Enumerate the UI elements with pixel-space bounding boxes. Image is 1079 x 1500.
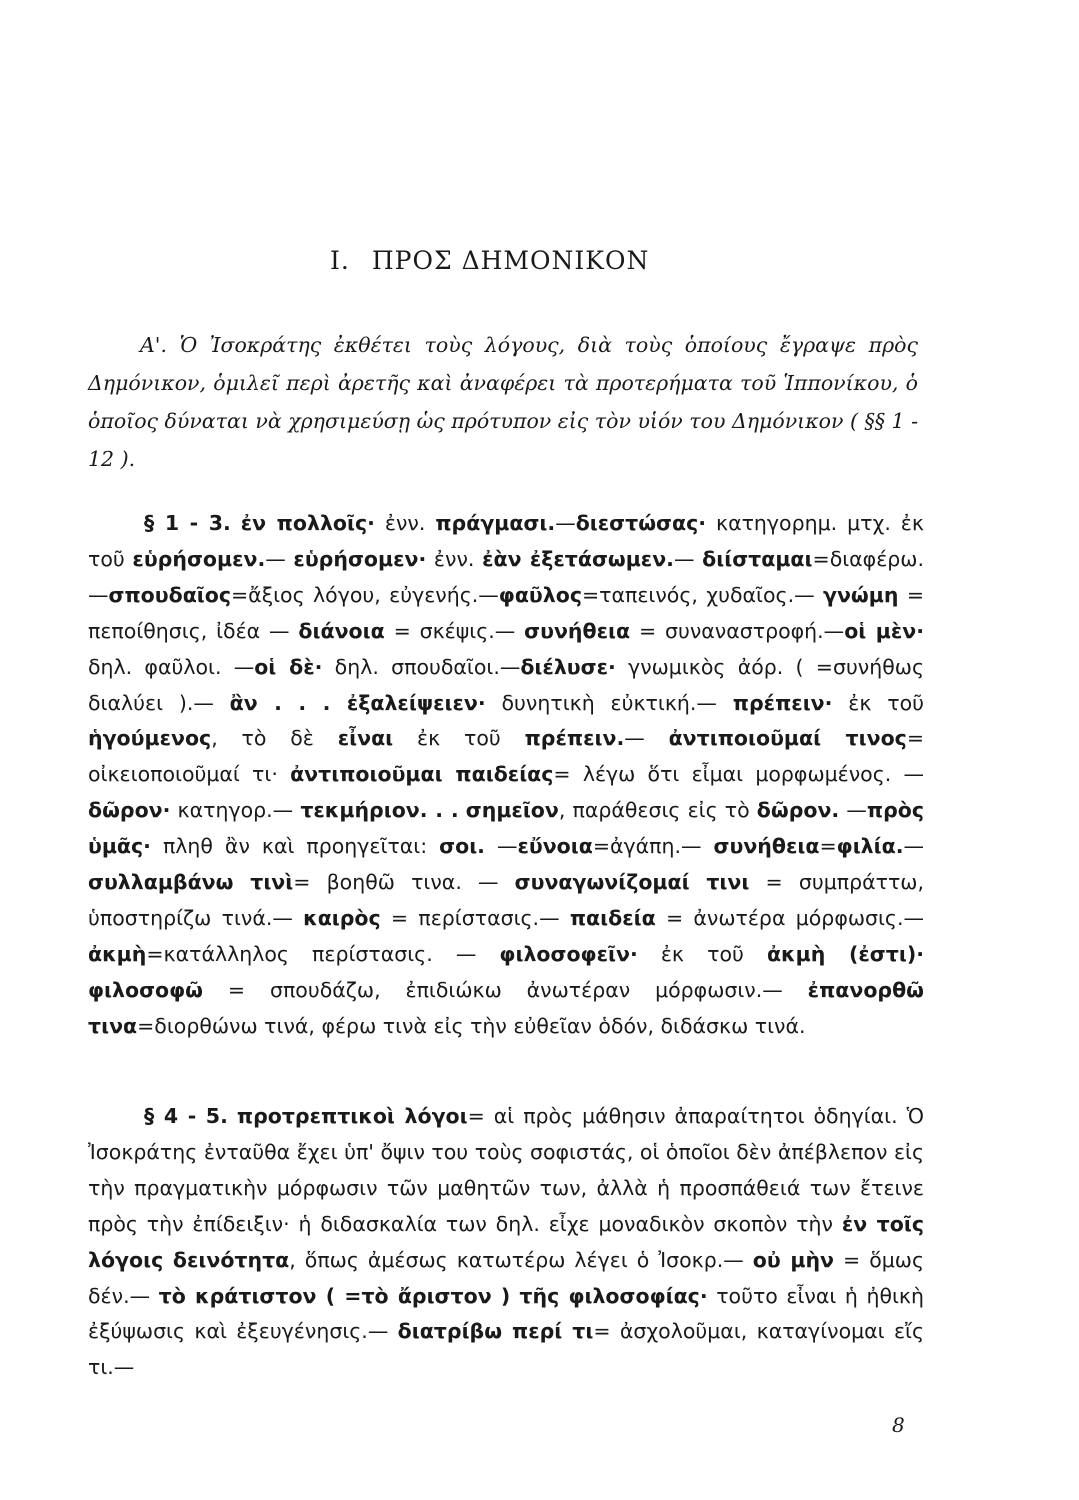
gloss-text: — bbox=[903, 834, 925, 859]
lemma-term: ἂν . . . ἐξαλείψειεν· bbox=[229, 690, 486, 715]
chapter-summary bbox=[88, 326, 918, 478]
gloss-text: = συμπράττω, ὑποστηρίζω τινά.— bbox=[88, 870, 924, 930]
gloss-text: =ταπεινός, χυδαῖος.— bbox=[581, 582, 823, 607]
gloss-text: ἐκ τοῦ bbox=[393, 726, 525, 751]
lemma-term: φιλοσοφεῖν· bbox=[499, 941, 638, 966]
gloss-text: = οἰκειοποιοῦμαί τι· bbox=[88, 726, 924, 787]
lemma-term: ἀκμὴ bbox=[88, 941, 147, 966]
gloss-text: =διαφέρω.— bbox=[88, 546, 924, 607]
gloss-text: ἐκ τοῦ bbox=[637, 941, 767, 966]
gloss-text: = συναναστροφή.— bbox=[630, 618, 845, 643]
gloss-text: = περίστασις.— bbox=[380, 905, 570, 930]
gloss-text: δυνητικὴ εὐκτική.— bbox=[485, 690, 733, 715]
gloss-text: =κατάλληλος περίστασις. — bbox=[146, 941, 500, 966]
lemma-term: δῶρον. bbox=[756, 798, 840, 823]
gloss-text: δηλ. σπουδαῖοι.— bbox=[322, 654, 521, 679]
lemma-term: γνώμη bbox=[822, 582, 899, 607]
lemma-term: πράγμασι. bbox=[435, 511, 556, 535]
page-number: 8 bbox=[892, 1413, 905, 1437]
lemma-term: εὔνοια bbox=[517, 834, 593, 859]
lemma-term: τὸ κράτιστον ( =τὸ ἄριστον ) τῆς φιλοσοφίας· bbox=[158, 1283, 708, 1308]
lemma-term: σοι. bbox=[439, 834, 485, 859]
lemma-term: ἀντιποιοῦμαι παιδείας bbox=[290, 762, 554, 787]
gloss-text: = πεποίθησις, ἰδέα — bbox=[88, 582, 924, 643]
chapter-title: ΠΡΟΣ ΔΗΜΟΝΙΚΟΝ bbox=[371, 246, 650, 275]
lemma-term: εὑρήσομεν· bbox=[293, 546, 427, 571]
lemma-term: ἀντιποιοῦμαί τινος bbox=[668, 726, 907, 751]
chapter-number: I. bbox=[330, 246, 350, 275]
gloss-text: = βοηθῶ τινα. — bbox=[293, 870, 515, 895]
commentary-paragraph-2 bbox=[88, 1099, 924, 1386]
commentary-text bbox=[88, 1104, 924, 1379]
gloss-text: κατηγορημ. μτχ. ἐκ τοῦ bbox=[88, 511, 924, 571]
lemma-term: οἱ μὲν· bbox=[844, 618, 924, 643]
lemma-term: προτρεπτικοὶ λόγοι bbox=[236, 1104, 468, 1128]
gloss-text: ἐνν. bbox=[374, 511, 436, 535]
gloss-text: πληθ ἂν καὶ προηγεῖται: bbox=[150, 834, 440, 859]
chapter-heading bbox=[330, 246, 649, 275]
lemma-term: φιλία. bbox=[836, 834, 904, 859]
gloss-text: ἐνν. bbox=[426, 546, 483, 571]
lemma-term: ἡγούμενος bbox=[88, 726, 212, 751]
gloss-text: τοῦτο εἶναι ἡ ἠθικὴ ἐξύψωσις καὶ ἐξευγένησις.— bbox=[88, 1283, 925, 1344]
gloss-text: — bbox=[555, 511, 576, 535]
gloss-text: =ἄξιος λόγου, εὐγενής.— bbox=[231, 582, 499, 607]
lemma-term: ἐπανορθῶ τινα bbox=[88, 977, 924, 1038]
lemma-term: ἐν τοῖς λόγοις δεινότητα bbox=[88, 1211, 924, 1272]
lemma-term: σπουδαῖος bbox=[108, 582, 231, 607]
lemma-term: διίσταμαι bbox=[702, 546, 813, 571]
gloss-text: , παράθεσις εἰς τὸ bbox=[558, 798, 757, 823]
gloss-text: — bbox=[839, 798, 867, 823]
lemma-term: καιρὸς bbox=[303, 905, 381, 930]
lemma-term: πρέπειν· bbox=[732, 690, 833, 715]
gloss-text: = αἱ πρὸς μάθησιν ἀπαραίτητοι ὁδηγίαι. Ὁ Ἰσοκράτης ἐνταῦθα ἔχει ὑπ' ὄψιν του τοὺς σοφιστάς, οἱ ὁποῖοι δὲν ἀπέβλεπον εἰς τὴν πραγματικὴν μόρφωσιν τῶν μαθητῶν των, ἀλλὰ ἡ προσπάθειά των ἔτεινε πρὸς τὴν ἐπίδειξιν· ἡ διδασκαλία των δηλ. εἶχε μοναδικὸν σκοπὸν τὴν bbox=[88, 1104, 924, 1236]
lemma-term: εὑρήσομεν. bbox=[132, 546, 266, 571]
gloss-text: = σκέψις.— bbox=[384, 618, 525, 643]
lemma-term: πρὸς ὑμᾶς· bbox=[88, 798, 924, 859]
lemma-term: οἱ δὲ· bbox=[254, 654, 323, 679]
lemma-term: πρέπειν. bbox=[524, 726, 625, 751]
lemma-term: συλλαμβάνω τινὶ bbox=[88, 870, 294, 895]
gloss-text: = ἀνωτέρα μόρφωσις.— bbox=[655, 905, 924, 930]
gloss-text: — bbox=[624, 726, 669, 751]
lemma-term: δῶρον· bbox=[88, 798, 171, 823]
gloss-text: γνωμικὸς ἀόρ. ( =συνήθως διαλύει ).— bbox=[88, 654, 924, 715]
lemma-term: εἶναι bbox=[337, 726, 394, 751]
lemma-term: διατρίβω περί τι bbox=[397, 1319, 594, 1344]
gloss-text: =διορθώνω τινά, φέρω τινὰ εἰς τὴν εὐθεῖαν ὁδόν, διδάσκω τινά. bbox=[137, 1013, 806, 1038]
gloss-text: = ὅμως δέν.— bbox=[88, 1247, 924, 1308]
lemma-term: οὐ μὴν bbox=[752, 1247, 834, 1272]
gloss-text: δηλ. φαῦλοι. — bbox=[88, 654, 255, 679]
lemma-term: παιδεία bbox=[569, 905, 656, 930]
gloss-text: = bbox=[819, 834, 837, 859]
lemma-term: σημεῖον bbox=[465, 798, 559, 823]
gloss-text: = ἀσχολοῦμαι, καταγίνομαι εἴς τι.— bbox=[88, 1319, 924, 1380]
gloss-text: — bbox=[265, 546, 294, 571]
lemma-term: ἐὰν ἐξετάσωμεν. bbox=[482, 546, 674, 571]
gloss-text bbox=[459, 798, 466, 822]
gloss-text: κατηγορ.— bbox=[170, 798, 301, 823]
gloss-text: ἐκ τοῦ bbox=[832, 690, 924, 715]
lemma-term: συνήθεια bbox=[713, 834, 820, 859]
lemma-term: διάνοια bbox=[298, 618, 385, 643]
gloss-text: — bbox=[484, 834, 518, 859]
section-marker: § 4 - 5. bbox=[144, 1104, 228, 1128]
gloss-text: , τὸ δὲ bbox=[211, 726, 338, 751]
gloss-text: , ὅπως ἀμέσως κατωτέρω λέγει ὁ Ἰσοκρ.— bbox=[289, 1247, 753, 1272]
lemma-term: ἀκμὴ (ἐστι)· φιλοσοφῶ bbox=[88, 941, 924, 1002]
lemma-term: τεκμήριον. . . bbox=[300, 798, 459, 823]
gloss-text: — bbox=[673, 546, 703, 571]
lemma-term: ἐν πολλοῖς· bbox=[240, 511, 375, 535]
lemma-term: συνήθεια bbox=[524, 618, 631, 643]
section-marker: § 1 - 3. bbox=[144, 511, 231, 535]
gloss-text: =ἀγάπη.— bbox=[592, 834, 714, 859]
commentary-paragraph-1 bbox=[88, 506, 924, 1045]
gloss-text: = σπουδάζω, ἐπιδιώκω ἀνωτέραν μόρφωσιν.— bbox=[202, 977, 808, 1002]
lemma-term: συναγωνίζομαί τινι bbox=[514, 870, 750, 895]
lemma-term: διέλυσε· bbox=[520, 654, 616, 679]
gloss-text: = λέγω ὅτι εἶμαι μορφωμένος. — bbox=[553, 762, 924, 787]
summary-letter: Α'. bbox=[140, 333, 167, 357]
lemma-term: φαῦλος bbox=[498, 582, 582, 607]
lemma-term: διεστώσας· bbox=[575, 511, 707, 535]
summary-text: Ὁ Ἰσοκράτης ἐκθέτει τοὺς λόγους, διὰ τοὺς ὁποίους ἔγραψε πρὸς Δημόνικον, ὁμιλεῖ περὶ ἀρετῆς καὶ ἀναφέρει τὰ προτερήματα τοῦ Ἱππονίκου, ὁ ὁποῖος δύναται νὰ χρησιμεύσῃ ὡς πρότυπον εἰς τὸν υἱόν του Δημόνικον ( §§ 1 - 12 ). bbox=[88, 333, 918, 471]
commentary-text bbox=[88, 511, 924, 1038]
